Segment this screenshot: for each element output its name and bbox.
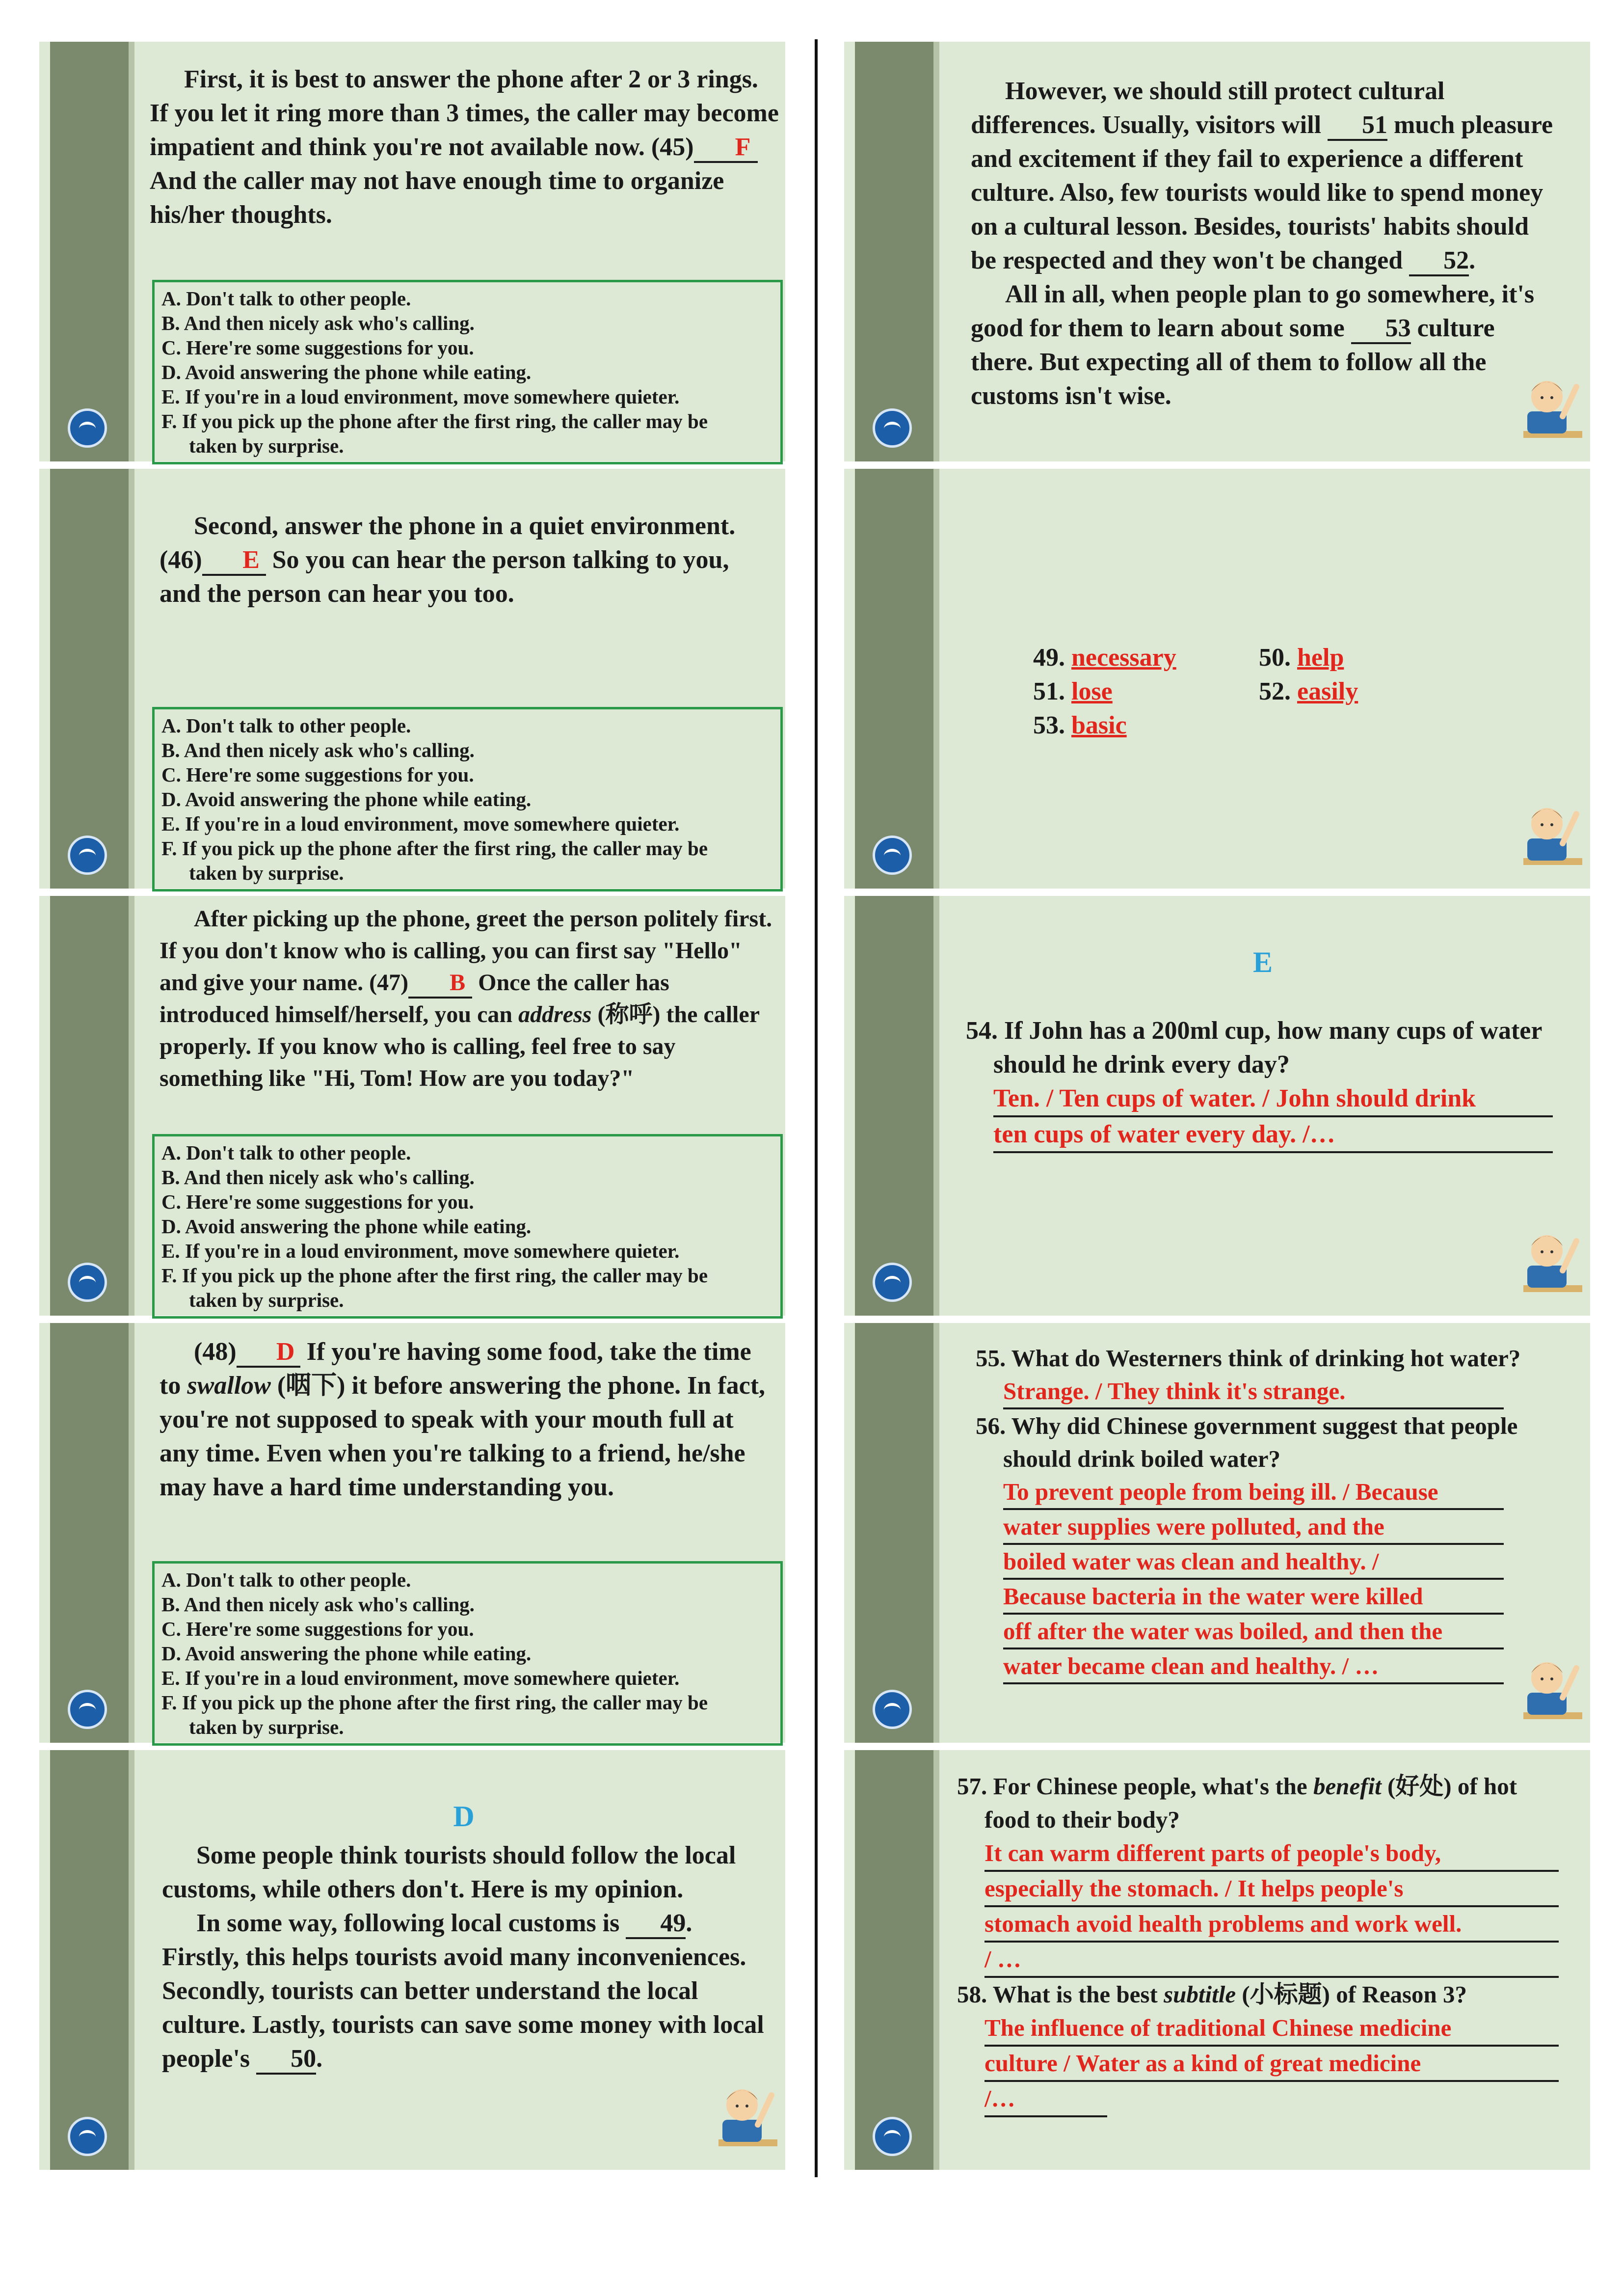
option-f-cont: taken by surprise.	[189, 1289, 344, 1311]
slide-side-bar	[855, 469, 933, 889]
questions-57-58	[957, 1770, 1566, 2117]
blank-49: 49	[626, 1910, 686, 1939]
student-reading-icon	[1514, 1212, 1587, 1305]
answer-line: /…	[984, 2082, 1107, 2117]
slide-side-bar	[50, 469, 129, 889]
answer-lines	[993, 1081, 1553, 1153]
answer-line: Because bacteria in the water were killed	[1003, 1580, 1504, 1615]
passage	[162, 1794, 766, 2076]
answer-56	[1003, 1475, 1504, 1684]
option-a: A. Don't talk to other people.	[161, 1568, 411, 1591]
italic-word: benefit	[1313, 1773, 1382, 1800]
section-letter: D	[453, 1800, 475, 1833]
answer-word: basic	[1071, 711, 1127, 739]
paragraph-1: Some people think tourists should follow the local customs, while others don't. Here is my opinion.	[162, 1841, 736, 1903]
student-reading-icon	[1514, 784, 1587, 878]
answer-57	[984, 1837, 1559, 1978]
answer-line: boiled water was clean and healthy. /	[1003, 1545, 1504, 1580]
italic-word: address	[518, 1001, 592, 1027]
option-d: D. Avoid answering the phone while eating.	[161, 788, 532, 810]
text: All in all, when people plan to go somewhere, it's good for them to learn about some	[971, 280, 1535, 342]
question-54	[966, 940, 1560, 1153]
answer-line: culture / Water as a kind of great medicine	[984, 2047, 1559, 2082]
slide-side-bar	[50, 1750, 129, 2170]
slide-side-bar	[855, 896, 933, 1316]
answer-grid	[1033, 641, 1426, 742]
answer-word: help	[1297, 644, 1344, 672]
option-e: E. If you're in a loud environment, move somewhere quieter.	[161, 1240, 680, 1262]
passage-text	[160, 903, 783, 1094]
option-c: C. Here're some suggestions for you.	[161, 763, 474, 786]
text: .	[1469, 246, 1476, 274]
school-logo-icon	[68, 836, 107, 875]
question-56: 56. Why did Chinese government suggest that people should drink boiled water?	[976, 1412, 1518, 1472]
options-box	[152, 280, 783, 464]
slide-side-stripe	[933, 469, 939, 889]
option-f: F. If you pick up the phone after the first ring, the caller may be	[161, 1264, 708, 1287]
option-d: D. Avoid answering the phone while eating.	[161, 1215, 532, 1238]
slide-passage-e-q54	[844, 896, 1590, 1316]
text: (咽下) it before answering the phone. In fact, you're not supposed to speak with your mouth full at any time. Even when you're talking to a friend, he/she may have a hard time understanding you.	[160, 1372, 766, 1501]
slide-side-stripe	[129, 469, 134, 889]
slide-47	[39, 896, 785, 1316]
student-reading-icon	[709, 2066, 782, 2159]
text: (小标题) of Reason 3?	[1236, 1981, 1467, 2008]
answer-51	[1033, 675, 1259, 708]
answer-52	[1259, 675, 1426, 708]
question-text: 54. If John has a 200ml cup, how many cups of water should he drink every day?	[966, 1017, 1542, 1079]
slide-passage-d	[39, 1750, 785, 2170]
question-55: 55. What do Westerners think of drinking hot water?	[976, 1345, 1521, 1372]
answer-line: Ten. / Ten cups of water. / John should drink	[993, 1081, 1553, 1117]
answer-number: 52.	[1259, 677, 1291, 705]
answer-number: 51.	[1033, 677, 1065, 705]
school-logo-icon	[873, 408, 912, 448]
slide-side-stripe	[933, 896, 939, 1316]
answer-45: F	[694, 134, 758, 163]
answer-48: D	[237, 1338, 300, 1368]
text: (好处) of hot food to their body?	[984, 1773, 1517, 1833]
option-b: B. And then nicely ask who's calling.	[161, 1593, 475, 1616]
text: So you can hear the person talking to you, and the person can hear you too.	[160, 546, 729, 608]
slide-passage-d-continued	[844, 42, 1590, 461]
answer-49	[1033, 641, 1259, 675]
text: . Firstly, this helps tourists avoid many inconveniences. Secondly, tourists can better understand the local culture. Lastly, tourists can save some money with local people's	[162, 1909, 764, 2073]
answer-line: Strange. / They think it's strange.	[1003, 1375, 1504, 1409]
slide-side-bar	[855, 1750, 933, 2170]
answer-47: B	[408, 969, 472, 999]
option-e: E. If you're in a loud environment, move somewhere quieter.	[161, 812, 680, 835]
text: (称呼) the caller properly. If you know who is calling, feel free to say something like "Hi, Tom! How are you today?"	[160, 1001, 760, 1091]
blank-51: 51	[1328, 111, 1387, 141]
options-box	[152, 1561, 783, 1746]
option-e: E. If you're in a loud environment, move somewhere quieter.	[161, 1667, 680, 1689]
answer-line: stomach avoid health problems and work well.	[984, 1907, 1559, 1943]
options-box	[152, 707, 783, 891]
answer-key	[1033, 641, 1426, 742]
slide-side-stripe	[129, 896, 134, 1316]
option-b: B. And then nicely ask who's calling.	[161, 312, 475, 334]
slide-side-stripe	[933, 1323, 939, 1743]
italic-word: subtitle	[1164, 1981, 1236, 2008]
question-57	[957, 1770, 1566, 1837]
text: .	[316, 2045, 323, 2073]
blank-53: 53	[1351, 315, 1411, 344]
slide-side-bar	[50, 896, 129, 1316]
page-divider	[815, 39, 818, 2177]
text: 57. For Chinese people, what's the	[957, 1773, 1313, 1800]
passage-text	[160, 1335, 773, 1504]
answer-word: lose	[1071, 677, 1113, 705]
passage	[160, 1335, 773, 1504]
paragraph-2	[162, 1906, 766, 2076]
answer-line: especially the stomach. / It helps people's	[984, 1872, 1559, 1907]
italic-word: swallow	[187, 1372, 271, 1400]
passage	[971, 74, 1560, 413]
passage	[150, 62, 783, 232]
text: First, it is best to answer the phone after 2 or 3 rings. If you let it ring more than 3 times, the caller may become impatient and think you're not available now. (45)	[150, 65, 779, 161]
school-logo-icon	[873, 1263, 912, 1302]
option-d: D. Avoid answering the phone while eating.	[161, 1642, 532, 1665]
option-a: A. Don't talk to other people.	[161, 1141, 411, 1164]
answer-53	[1033, 708, 1259, 742]
slide-side-bar	[855, 1323, 933, 1743]
answer-line: The influence of traditional Chinese medicine	[984, 2011, 1559, 2047]
slide-side-bar	[855, 42, 933, 461]
question-58	[957, 1978, 1566, 2011]
answer-number: 49.	[1033, 644, 1065, 672]
text: After picking up the phone, greet the person politely first. If you don't know who is calling, you can first say "Hello" and give your name. (47)	[160, 906, 772, 996]
questions-55-56	[976, 1342, 1525, 1684]
option-f-cont: taken by surprise.	[189, 434, 344, 457]
school-logo-icon	[873, 836, 912, 875]
school-logo-icon	[68, 408, 107, 448]
option-f: F. If you pick up the phone after the first ring, the caller may be	[161, 1691, 708, 1714]
answer-word: necessary	[1071, 644, 1176, 672]
text: much pleasure and excitement if they fail to experience a different culture. Also, few tourists would like to spend money on a cultural lesson. Besides, tourists' habits should be respected and they won't be changed	[971, 111, 1553, 274]
option-a: A. Don't talk to other people.	[161, 287, 411, 310]
paragraph-2	[971, 277, 1560, 413]
student-reading-icon	[1514, 1639, 1587, 1732]
answer-word: easily	[1297, 677, 1358, 705]
answer-number: 50.	[1259, 644, 1291, 672]
blank-52: 52	[1409, 247, 1469, 276]
answer-line: water became clean and healthy. / …	[1003, 1649, 1504, 1684]
school-logo-icon	[873, 1690, 912, 1729]
text: Second, answer the phone in a quiet environment. (46)	[160, 512, 736, 574]
text: However, we should still protect cultural differences. Usually, visitors will	[971, 77, 1445, 139]
option-b: B. And then nicely ask who's calling.	[161, 739, 475, 761]
passage-text	[150, 62, 783, 232]
school-logo-icon	[68, 1690, 107, 1729]
answer-line: ten cups of water every day. /…	[993, 1117, 1553, 1153]
answer-46: E	[202, 546, 266, 576]
question-number: (48)	[194, 1338, 237, 1366]
text: 58. What is the best	[957, 1981, 1164, 2008]
passage	[160, 903, 783, 1094]
answer-line: / …	[984, 1943, 1559, 1978]
answer-number: 53.	[1033, 711, 1065, 739]
answer-line: To prevent people from being ill. / Because	[1003, 1475, 1504, 1510]
slide-side-bar	[50, 42, 129, 461]
answer-55	[1003, 1375, 1504, 1409]
slide-side-stripe	[933, 1750, 939, 2170]
student-reading-icon	[1514, 357, 1587, 451]
answer-line: It can warm different parts of people's body,	[984, 1837, 1559, 1872]
option-f: F. If you pick up the phone after the first ring, the caller may be	[161, 837, 708, 860]
option-c: C. Here're some suggestions for you.	[161, 1618, 474, 1640]
slide-48	[39, 1323, 785, 1743]
passage-text	[160, 509, 748, 611]
option-d: D. Avoid answering the phone while eating.	[161, 361, 532, 383]
slide-side-bar	[50, 1323, 129, 1743]
option-f-cont: taken by surprise.	[189, 1716, 344, 1738]
slide-side-stripe	[129, 1323, 134, 1743]
option-b: B. And then nicely ask who's calling.	[161, 1166, 475, 1189]
paragraph-1	[971, 74, 1560, 277]
answer-58	[984, 2011, 1559, 2117]
text: culture there. But expecting all of them to follow all the customs isn't wise.	[971, 314, 1495, 410]
slide-q57-q58	[844, 1750, 1590, 2170]
school-logo-icon	[68, 2117, 107, 2156]
text: And the caller may not have enough time to organize his/her thoughts.	[150, 167, 724, 229]
slide-side-stripe	[933, 42, 939, 461]
options-box	[152, 1134, 783, 1319]
text: In some way, following local customs is	[196, 1909, 626, 1937]
option-f: F. If you pick up the phone after the first ring, the caller may be	[161, 410, 708, 432]
option-a: A. Don't talk to other people.	[161, 714, 411, 737]
slide-q55-q56	[844, 1323, 1590, 1743]
text: If you're having some food, take the time to	[160, 1338, 751, 1400]
slide-46	[39, 469, 785, 889]
school-logo-icon	[873, 2117, 912, 2156]
slide-side-stripe	[129, 1750, 134, 2170]
option-e: E. If you're in a loud environment, move somewhere quieter.	[161, 385, 680, 408]
text: Once the caller has introduced himself/herself, you can	[160, 970, 669, 1027]
slide-45	[39, 42, 785, 461]
answer-line: off after the water was boiled, and then the	[1003, 1615, 1504, 1649]
slide-side-stripe	[129, 42, 134, 461]
answer-line: water supplies were polluted, and the	[1003, 1510, 1504, 1545]
option-c: C. Here're some suggestions for you.	[161, 336, 474, 359]
option-c: C. Here're some suggestions for you.	[161, 1190, 474, 1213]
blank-50: 50	[256, 2045, 316, 2075]
passage	[160, 509, 748, 611]
option-f-cont: taken by surprise.	[189, 862, 344, 884]
answer-50	[1259, 641, 1426, 675]
section-letter: E	[1252, 946, 1273, 978]
slide-answers-49-53	[844, 469, 1590, 889]
school-logo-icon	[68, 1263, 107, 1302]
